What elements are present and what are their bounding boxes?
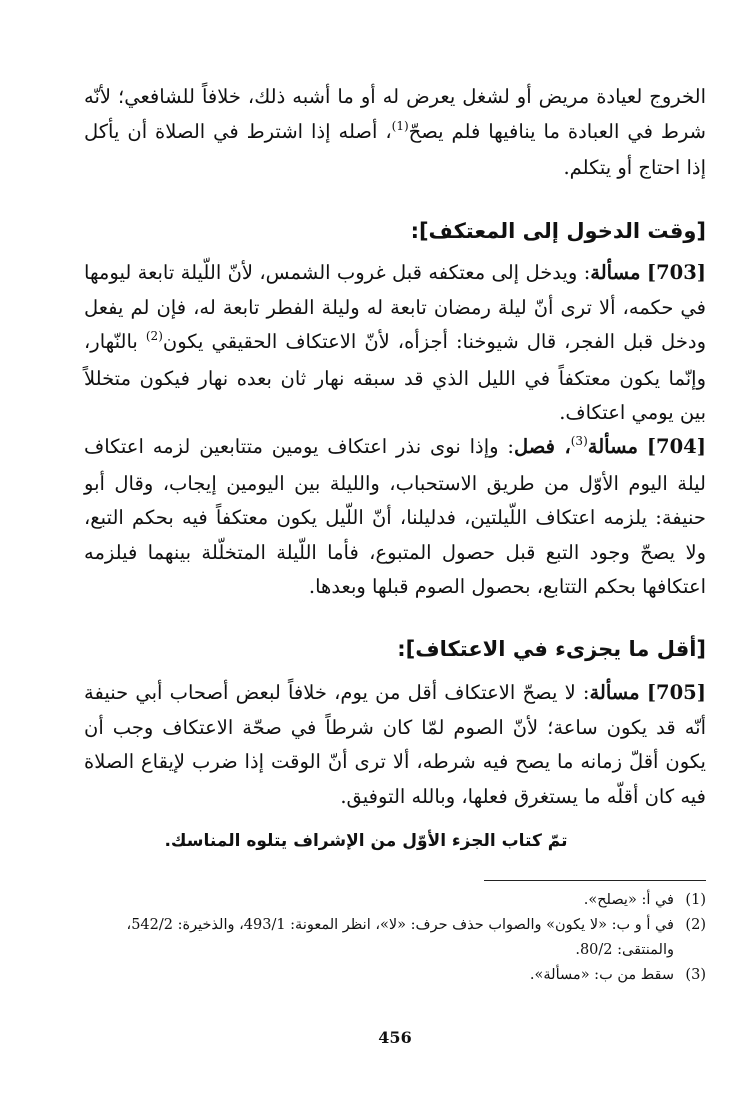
footnote-ref-3[interactable]: (3) [570, 434, 588, 448]
footnote-text: في أ و ب: «لا يكون» والصواب حذف حرف: «لا»، انظر المعونة: 493/1، والذخيرة: 542/2، والمنتقى: 80/2. [126, 917, 674, 958]
issue-text: : لا يصحّ الاعتكاف أقل من يوم، خلافاً لبعض أصحاب أبي حنيفة أنّه قد يكون ساعة؛ لأنّ الصوم لمّا كان شرطاً في صحّة الاعتكاف وجب أن يكون أقلّ زمانه ما يصح فيه شرطه، ألا ترى أنّ الوقت إذا ضرب لإيقاع الصلاة فيه كان أقلّه ما يستغرق فعلها، وبالله التوفيق. [84, 681, 706, 808]
heading-text: [أقل ما يجزىء في الاعتكاف]: [397, 637, 706, 661]
issue-label: مسألة [590, 261, 641, 284]
issue-number: [703] [646, 261, 707, 284]
footnote-number: (1) [685, 892, 706, 908]
section-heading-minimum [84, 632, 706, 666]
issue-text: : وإذا نوى نذر اعتكاف يومين متتابعين لزمه اعتكاف ليلة اليوم الأوّل من طريق الاستحباب، والليلة بين اليومين إيجاب، وقال أبو حنيفة: يلزمه اعتكاف اللّيلتين، فدليلنا، أنّ اللّيل يكون معتكفاً فيه بحكم التبع، ولا يصحّ وجود التبع قبل حصول المتبوع، فأما اللّيلة المتخلّلة بينهما فيلزمه اعتكافها بحكم التتابع، بحصول الصوم قبلها وبعدها. [84, 435, 706, 598]
footnote-text: سقط من ب: «مسألة». [529, 967, 674, 983]
footnote-1 [84, 888, 706, 913]
paragraph-text: ، أصله إذا اشترط في الصلاة أن يأكل إذا احتاج أو يتكلم. [84, 119, 706, 179]
issue-number: [705] [646, 681, 706, 704]
footnote-3 [84, 963, 706, 988]
fasl-label: ، فصل [513, 435, 571, 458]
footnote-ref-1[interactable]: (1) [391, 118, 409, 133]
section-heading-entry-time [84, 214, 706, 248]
heading-text: [وقت الدخول إلى المعتكف]: [410, 219, 706, 243]
paragraph-text: الخروج لعيادة مريض أو لشغل يعرض له أو ما أشبه ذلك، خلافاً للشافعي؛ لأنّه شرط في العبادة ما ينافيها فلم يصحّ [84, 85, 706, 143]
issue-text: : ويدخل إلى معتكفه قبل غروب الشمس، لأنّ اللّيلة تابعة ليومها في حكمه، ألا ترى أنّ ليلة رمضان تابعة له وليلة الفطر تابعة له، فإن لم يفعل ودخل قبل الفجر، قال شيوخنا: أجزأه، لأنّ الاعتكاف الحقيقي يكون [84, 261, 706, 353]
footnotes [84, 888, 706, 988]
footnote-number: (2) [685, 917, 706, 933]
issue-text: بالنّهار، وإنّما يكون معتكفاً في الليل الذي قد سبقه نهار ثان بعده نهار فيكون متخللاً بين يومي اعتكاف. [84, 330, 706, 424]
issue-705 [84, 676, 706, 814]
issue-label: مسألة [589, 681, 640, 704]
page-number: 456 [378, 1028, 412, 1047]
paragraph-continuation [84, 80, 706, 186]
issue-703 [84, 256, 706, 431]
footnote-divider [484, 880, 706, 881]
issue-number: [704] [646, 435, 706, 458]
closing-note [86, 814, 646, 868]
footnote-text: في أ: «يصلح». [583, 892, 674, 908]
footnote-ref-2[interactable]: (2) [145, 329, 163, 343]
footnote-2 [84, 913, 706, 963]
footnote-number: (3) [685, 967, 706, 983]
issue-704 [84, 430, 706, 605]
closing-text: تمّ كتاب الجزء الأوّل من الإشراف يتلوه المناسك. [164, 831, 568, 851]
issue-label: مسألة [587, 435, 638, 458]
book-page [84, 80, 706, 1080]
